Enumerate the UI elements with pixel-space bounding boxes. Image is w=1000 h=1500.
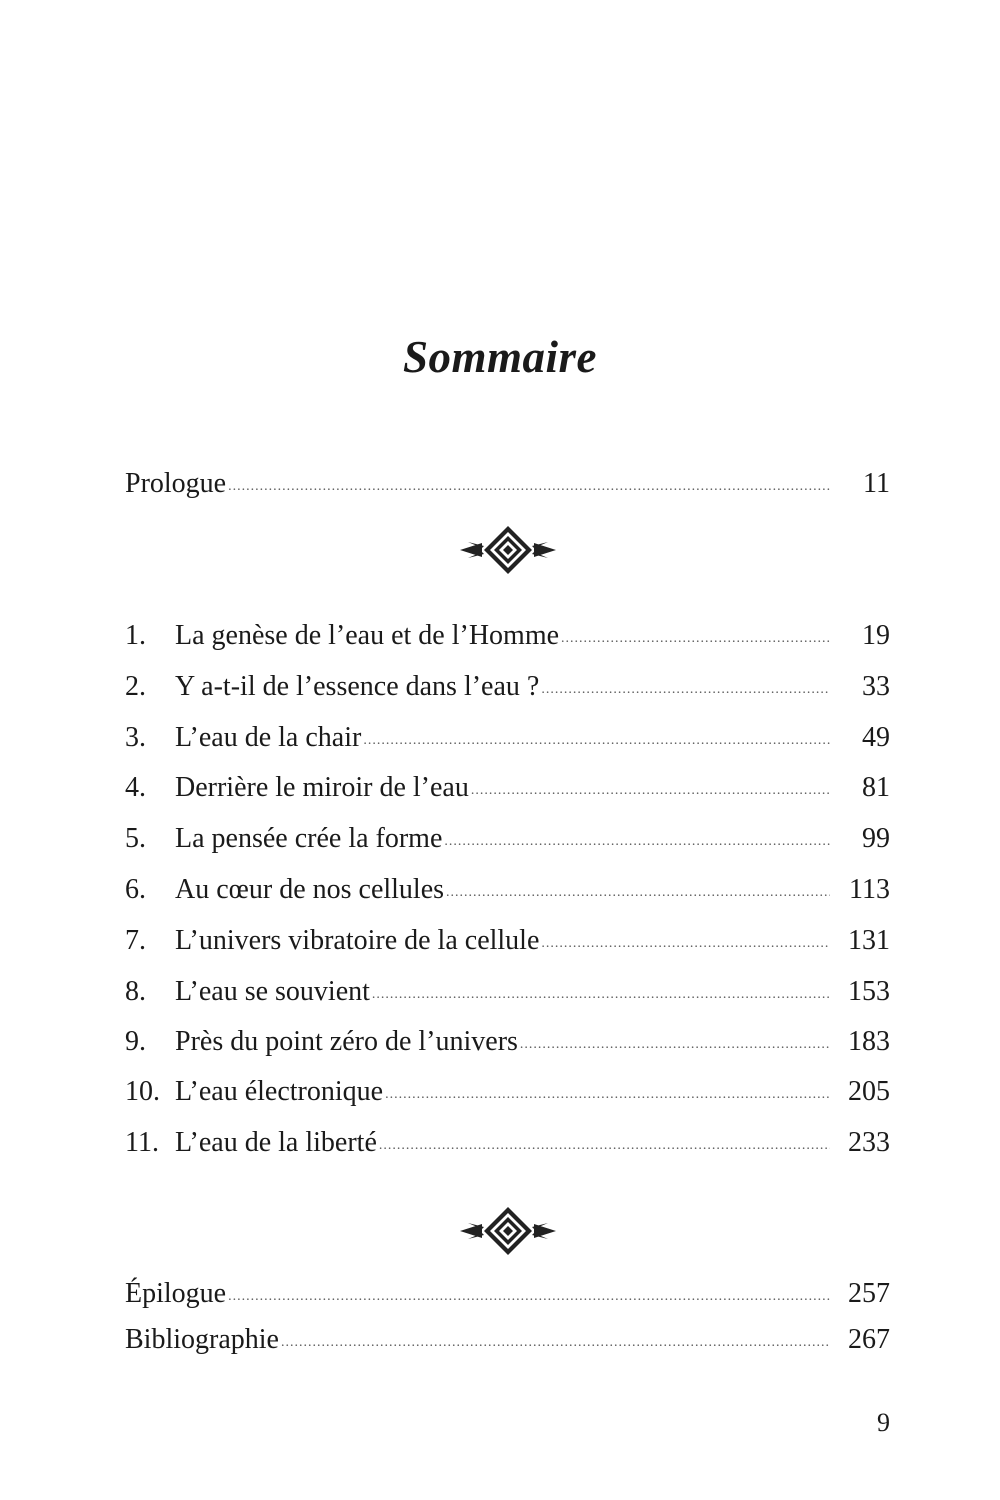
toc-entry-label: La genèse de l’eau et de l’Homme bbox=[175, 620, 560, 651]
chapter-number: 7. bbox=[125, 925, 146, 956]
toc-entry-page: 113 bbox=[849, 874, 890, 905]
toc-entry-page: 99 bbox=[862, 823, 890, 854]
toc-entry-label: Épilogue bbox=[125, 1278, 227, 1309]
toc-entry-label: Prologue bbox=[125, 468, 227, 499]
toc-entry-page: 11 bbox=[863, 468, 890, 499]
toc-entry-chapter[interactable] bbox=[125, 1123, 890, 1163]
toc-entry-label: Derrière le miroir de l’eau bbox=[175, 772, 469, 803]
dot-leader bbox=[471, 771, 830, 811]
chapter-number: 1. bbox=[125, 620, 146, 651]
dot-leader bbox=[561, 619, 830, 659]
toc-entry-chapter[interactable] bbox=[125, 819, 890, 859]
toc-entry-page: 183 bbox=[848, 1026, 890, 1057]
toc-entry-page: 257 bbox=[848, 1278, 890, 1309]
chapter-number: 3. bbox=[125, 722, 146, 753]
diamond-ornament-icon bbox=[460, 1207, 556, 1255]
toc-entry-page: 233 bbox=[848, 1127, 890, 1158]
dot-leader bbox=[281, 1323, 830, 1363]
chapter-number: 10. bbox=[125, 1076, 160, 1107]
dot-leader bbox=[379, 1126, 830, 1166]
dot-leader bbox=[541, 670, 830, 710]
dot-leader bbox=[446, 873, 830, 913]
toc-entry-chapter[interactable] bbox=[125, 921, 890, 961]
dot-leader bbox=[520, 1025, 830, 1065]
toc-entry-page: 267 bbox=[848, 1324, 890, 1355]
toc-entry-bibliography[interactable] bbox=[125, 1320, 890, 1360]
chapter-number: 5. bbox=[125, 823, 146, 854]
chapter-number: 11. bbox=[125, 1127, 159, 1158]
toc-entry-page: 33 bbox=[862, 671, 890, 702]
page-title: Sommaire bbox=[402, 332, 598, 382]
toc-entry-page: 131 bbox=[848, 925, 890, 956]
toc-entry-chapter[interactable] bbox=[125, 616, 890, 656]
toc-entry-page: 81 bbox=[862, 772, 890, 803]
toc-entry-page: 49 bbox=[862, 722, 890, 753]
dot-leader bbox=[228, 467, 830, 507]
toc-entry-label: Bibliographie bbox=[125, 1324, 279, 1355]
toc-entry-label: L’eau électronique bbox=[175, 1076, 384, 1107]
dot-leader bbox=[385, 1075, 830, 1115]
toc-entry-label: L’eau de la chair bbox=[175, 722, 362, 753]
dot-leader bbox=[363, 721, 830, 761]
chapter-number: 2. bbox=[125, 671, 146, 702]
toc-entry-label: L’univers vibratoire de la cellule bbox=[175, 925, 540, 956]
toc-entry-chapter[interactable] bbox=[125, 972, 890, 1012]
toc-entry-label: Au cœur de nos cellules bbox=[175, 874, 445, 905]
chapter-number: 8. bbox=[125, 976, 146, 1007]
chapter-number: 6. bbox=[125, 874, 146, 905]
toc-entry-epilogue[interactable] bbox=[125, 1274, 890, 1314]
toc-entry-chapter[interactable] bbox=[125, 1022, 890, 1062]
diamond-ornament-icon bbox=[460, 526, 556, 574]
toc-entry-label: La pensée crée la forme bbox=[175, 823, 443, 854]
chapter-number: 4. bbox=[125, 772, 146, 803]
toc-entry-chapter[interactable] bbox=[125, 1072, 890, 1112]
dot-leader bbox=[444, 822, 830, 862]
toc-entry-chapter[interactable] bbox=[125, 667, 890, 707]
toc-entry-page: 19 bbox=[862, 620, 890, 651]
toc-entry-chapter[interactable] bbox=[125, 718, 890, 758]
page-number: 9 bbox=[877, 1408, 890, 1437]
toc-entry-label: L’eau se souvient bbox=[175, 976, 370, 1007]
dot-leader bbox=[541, 924, 830, 964]
dot-leader bbox=[228, 1277, 830, 1317]
chapter-number: 9. bbox=[125, 1026, 146, 1057]
toc-entry-chapter[interactable] bbox=[125, 768, 890, 808]
dot-leader bbox=[372, 975, 830, 1015]
toc-entry-prologue[interactable] bbox=[125, 464, 890, 504]
toc-entry-page: 205 bbox=[848, 1076, 890, 1107]
toc-entry-label: L’eau de la liberté bbox=[175, 1127, 377, 1158]
toc-entry-chapter[interactable] bbox=[125, 870, 890, 910]
toc-entry-label: Près du point zéro de l’univers bbox=[175, 1026, 518, 1057]
toc-entry-label: Y a-t-il de l’essence dans l’eau ? bbox=[175, 671, 540, 702]
toc-entry-page: 153 bbox=[848, 976, 890, 1007]
